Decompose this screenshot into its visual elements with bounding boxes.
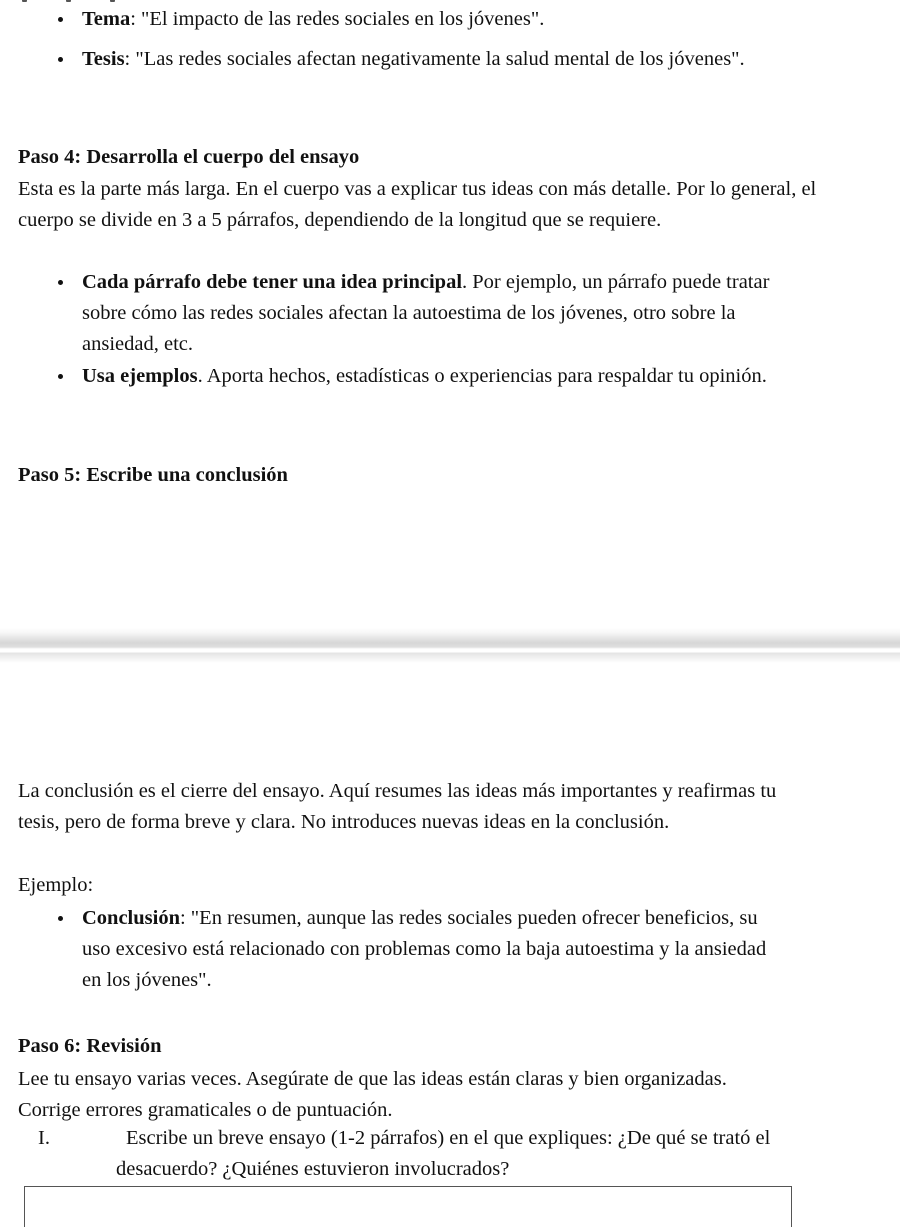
paso4-bullet-2-text (82, 361, 822, 392)
paso4-bullet-2-rest: . Aporta hechos, estadísticas o experiencias para respaldar tu opinión. (197, 365, 767, 387)
bullet-dot (58, 280, 63, 285)
bullet-dot (58, 17, 63, 22)
page-break-separator (0, 628, 900, 668)
conclusion-value: : "En resumen, aunque las redes sociales pueden ofrecer beneficios, su uso excesivo está relacionado con problemas como la baja autoestima y la ansiedad en los jóvenes". (82, 907, 767, 991)
paso4-heading: Paso 4: Desarrolla el cuerpo del ensayo (18, 146, 360, 168)
bullet-tema-text (82, 4, 862, 35)
paso6-body: Lee tu ensayo varias veces. Asegúrate de que las ideas están claras y bien organizadas. Corrige errores gramaticales o de puntuación. (18, 1068, 727, 1121)
paso4-bullet-1-rest: . Por ejemplo, un párrafo puede tratar sobre cómo las redes sociales afectan la autoestima de los jóvenes, otro sobre la ansiedad, etc. (82, 271, 770, 355)
conclusion-label: Conclusión (82, 907, 180, 929)
paso5-heading: Paso 5: Escribe una conclusión (18, 464, 288, 486)
bullet-dot (58, 374, 63, 379)
bullet-dot (58, 916, 63, 921)
tesis-value: : "Las redes sociales afectan negativamente la salud mental de los jóvenes". (124, 48, 745, 70)
tema-value: : "El impacto de las redes sociales en los jóvenes". (130, 8, 545, 30)
paso6-heading: Paso 6: Revisión (18, 1035, 162, 1057)
cut-off-previous-line (0, 0, 900, 2)
paso5-body: La conclusión es el cierre del ensayo. Aquí resumes las ideas más importantes y reafirmas tu tesis, pero de forma breve y clara. No introduces nuevas ideas en la conclusión. (18, 780, 777, 833)
bullet-dot (58, 57, 63, 62)
paso4-bullet-1-text (82, 267, 812, 360)
paso4-body: Esta es la parte más larga. En el cuerpo vas a explicar tus ideas con más detalle. Por lo general, el cuerpo se divide en 3 a 5 párrafos, dependiendo de la longitud que se requiere. (18, 178, 817, 231)
cut-text-fragment (110, 0, 115, 2)
tesis-label: Tesis (82, 48, 125, 70)
paso5-bullet-text (82, 903, 782, 996)
task-marker: I. (38, 1127, 50, 1149)
tema-label: Tema (82, 8, 131, 30)
paso4-bullet-2-bold: Usa ejemplos (82, 365, 198, 387)
cut-text-fragment (66, 0, 71, 2)
paso4-bullet-1-bold: Cada párrafo debe tener una idea principal (82, 271, 463, 293)
bullet-tesis-text (82, 44, 802, 75)
cut-text-fragment (22, 0, 27, 2)
task-text: Escribe un breve ensayo (1-2 párrafos) en el que expliques: ¿De qué se trató el desacuerdo? ¿Quiénes estuvieron involucrados? (116, 1127, 771, 1180)
example-label: Ejemplo: (18, 874, 94, 896)
